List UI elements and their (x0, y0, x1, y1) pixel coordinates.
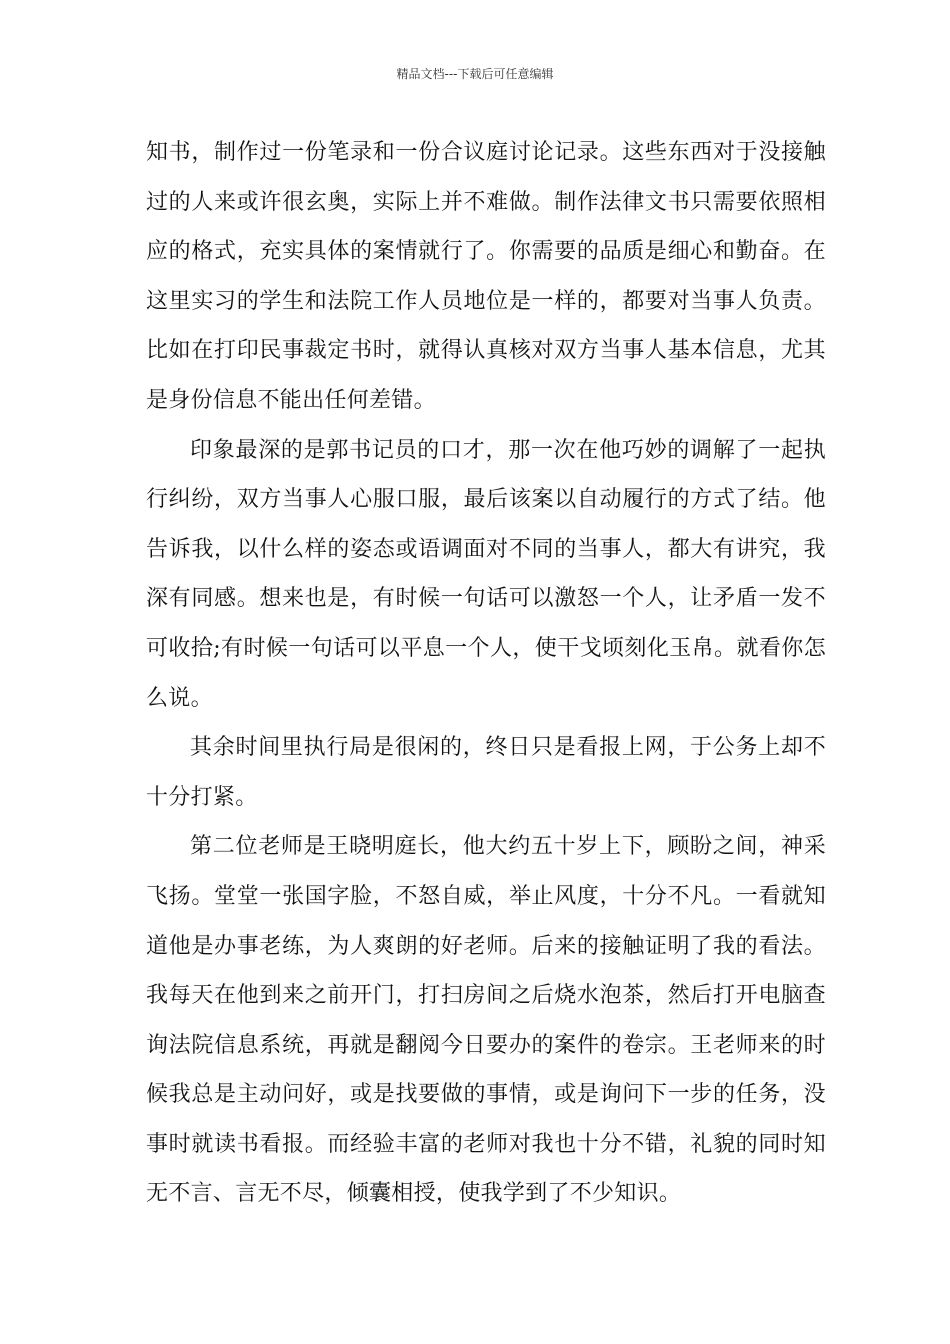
paragraph: 第二位老师是王晓明庭长，他大约五十岁上下，顾盼之间，神采飞扬。堂堂一张国字脸，不怒自威，举止风度，十分不凡。一看就知道他是办事老练，为人爽朗的好老师。后来的接触证明了我的看法。我每天在他到来之前开门，打扫房间之后烧水泡茶，然后打开电脑查询法院信息系统，再就是翻阅今日要办的案件的卷宗。王老师来的时候我总是主动问好，或是找要做的事情，或是询问下一步的任务，没事时就读书看报。而经验丰富的老师对我也十分不错，礼貌的同时知无不言、言无不尽，倾囊相授，使我学到了不少知识。 (146, 834, 826, 1207)
paragraph: 其余时间里执行局是很闲的，终日只是看报上网，于公务上却不十分打紧。 (146, 735, 826, 810)
paragraph: 知书，制作过一份笔录和一份合议庭讨论记录。这些东西对于没接触过的人来或许很玄奥，实际上并不难做。制作法律文书只需要依照相应的格式，充实具体的案情就行了。你需要的品质是细心和勤奋。在这里实习的学生和法院工作人员地位是一样的，都要对当事人负责。比如在打印民事裁定书时，就得认真核对双方当事人基本信息，尤其是身份信息不能出任何差错。 (146, 140, 826, 413)
body-text (146, 128, 826, 1219)
page-header: 精品文档---下载后可任意编辑 (396, 67, 554, 81)
paragraph: 印象最深的是郭书记员的口才，那一次在他巧妙的调解了一起执行纠纷，双方当事人心服口服，最后该案以自动履行的方式了结。他告诉我，以什么样的姿态或语调面对不同的当事人，都大有讲究，我深有同感。想来也是，有时候一句话可以激怒一个人，让矛盾一发不可收拾;有时候一句话可以平息一个人，使干戈顷刻化玉帛。就看你怎么说。 (146, 437, 826, 711)
